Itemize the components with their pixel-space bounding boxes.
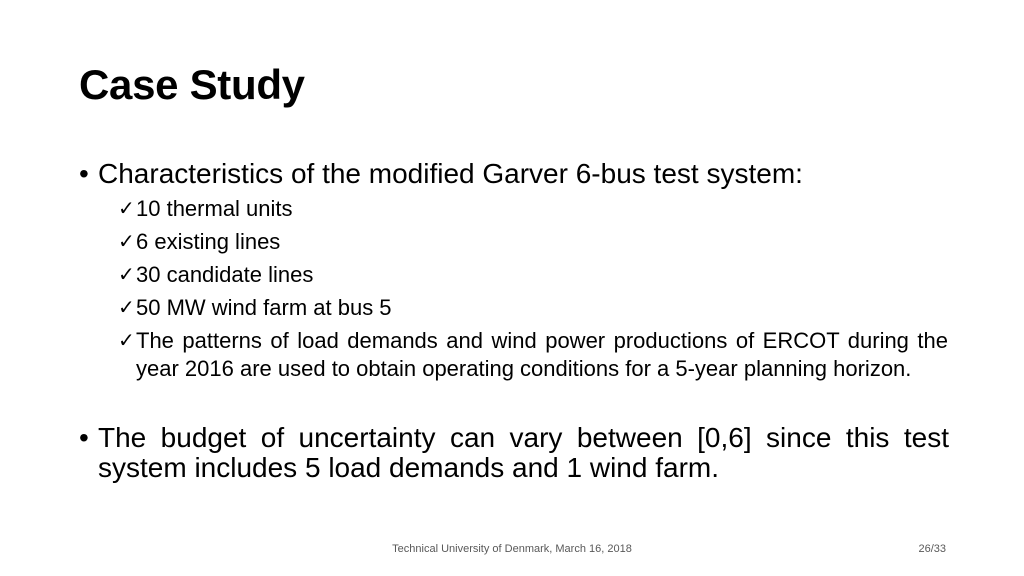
checkmark-icon: ✓ — [118, 330, 135, 352]
sub-item-text: 30 candidate lines — [136, 262, 314, 287]
sub-item-text: 50 MW wind farm at bus 5 — [136, 295, 392, 320]
bullet-item — [79, 159, 949, 189]
bullet-marker: • — [79, 158, 89, 189]
page-number: 26/33 — [918, 543, 946, 555]
sub-item — [118, 261, 948, 289]
checkmark-icon: ✓ — [118, 297, 135, 319]
slide-title: Case Study — [79, 61, 305, 108]
sub-item — [118, 228, 948, 256]
sub-item — [118, 294, 948, 322]
checkmark-icon: ✓ — [118, 264, 135, 286]
sub-item-text: The patterns of load demands and wind power productions of ERCOT during the year 2016 are used to obtain operating conditions for a 5-year planning horizon. — [136, 328, 948, 381]
sub-item-text: 10 thermal units — [136, 196, 293, 221]
bullet-text: Characteristics of the modified Garver 6-bus test system: — [98, 158, 803, 189]
checkmark-icon: ✓ — [118, 231, 135, 253]
sub-item — [118, 195, 948, 223]
sub-item-text: 6 existing lines — [136, 229, 281, 254]
bullet-text: The budget of uncertainty can vary between [0,6] since this test system includes 5 load demands and 1 wind farm. — [98, 422, 949, 483]
sub-item — [118, 327, 948, 383]
checkmark-icon: ✓ — [118, 198, 135, 220]
slide-footer: Technical University of Denmark, March 16, 2018 — [392, 543, 632, 555]
bullet-marker: • — [79, 422, 89, 453]
bullet-item — [79, 423, 949, 483]
